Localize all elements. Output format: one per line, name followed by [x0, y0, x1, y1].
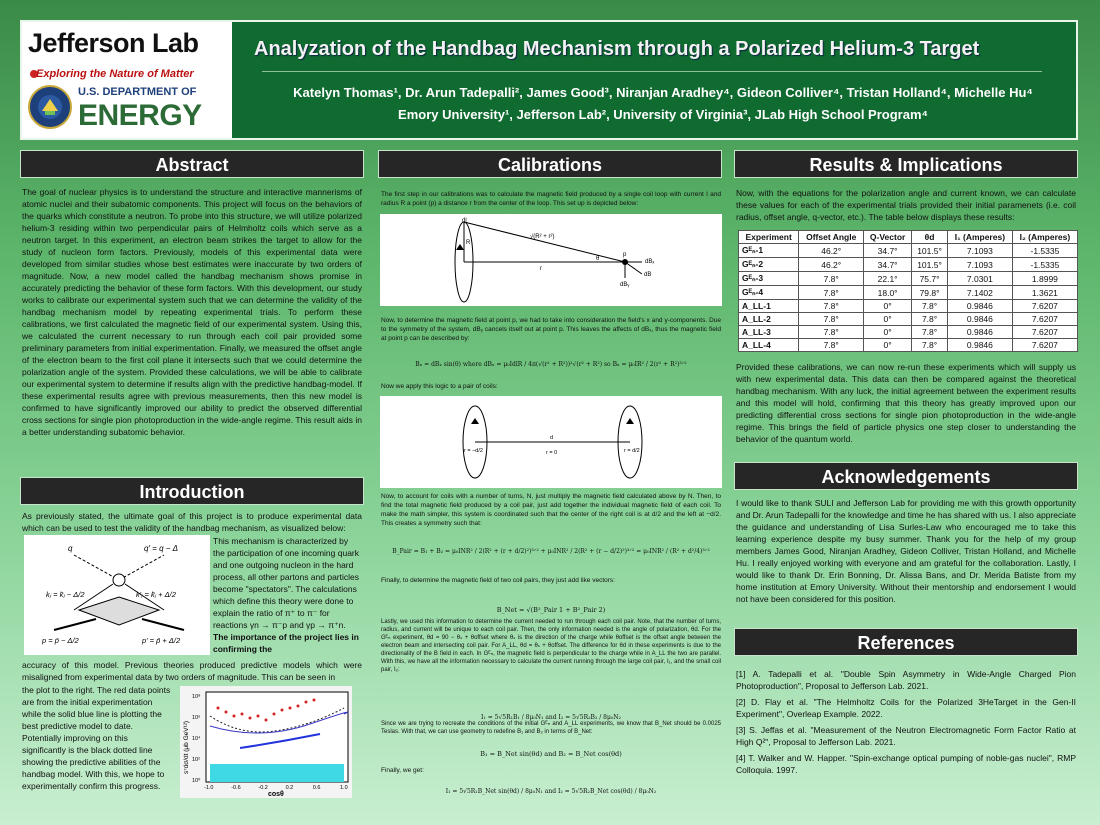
authors-line: Katelyn Thomas¹, Dr. Arun Tadepalli², James Good³, Niranjan Aradhey⁴, Gideon Colliver⁴, Tristan Holland⁴, Michelle Hu⁴: [293, 85, 1033, 100]
table-row: [739, 272, 1078, 286]
label-kj-prime: k′ⱼ = k̄ⱼ + Δ/2: [136, 590, 176, 599]
equation-coil-pair: B_Pair = B₁ + B₂ = μ₀INR² / 2(R² + (r + d/2)²)³ᐟ² + μ₀INR² / 2(R² + (r − d/2)²)³ᐟ² = μ₀INR² / (R² + d²/4)³ᐟ²: [392, 548, 710, 555]
table-cell: 7.8°: [912, 326, 948, 339]
label-dB: dB: [644, 272, 652, 278]
table-cell: 7.6207: [1012, 326, 1077, 339]
table-cell: 7.6207: [1012, 313, 1077, 326]
table-cell: 79.8°: [912, 286, 948, 300]
poster-title: Analyzation of the Handbag Mechanism through a Polarized Helium-3 Target: [254, 38, 980, 60]
table-cell: 46.2°: [799, 244, 864, 258]
label-p: p = p̄ − Δ/2: [42, 636, 79, 645]
table-cell: 0°: [864, 313, 912, 326]
intro-paragraph-1: As previously stated, the ultimate goal of this project is to produce experimental data which can be used to test the validity of the handbag mechanism, as visualized below:: [22, 511, 362, 533]
results-table-body: [739, 244, 1078, 352]
plot-ratio-fill: [210, 764, 344, 782]
dB-vector: [625, 262, 642, 274]
x-tick-label: -0.6: [231, 785, 241, 791]
x-tick-label: 0.6: [312, 785, 321, 791]
hypotenuse-line: [464, 222, 625, 262]
reference-item: [3] S. Jeffas et al. "Measurement of the Neutron Electromagnetic Form Factor Ratio at High Q²", Proposal to Jefferson Lab. 2021.: [736, 725, 1076, 747]
intro-p2-bold: The importance of the project lies in confirming the: [213, 632, 359, 654]
table-cell: 7.1093: [947, 244, 1012, 258]
table-cell: 0.9846: [947, 339, 1012, 352]
table-cell: -1.5335: [1012, 258, 1077, 272]
references-list: [736, 668, 1076, 780]
label-kj: kⱼ = k̄ⱼ − Δ/2: [46, 590, 85, 599]
col-q-vector: Q-Vector: [864, 231, 912, 244]
label-theta: θ: [596, 256, 600, 262]
jlab-tagline: Exploring the Nature of Matter: [36, 68, 194, 80]
title-divider: [262, 71, 1042, 72]
table-cell: 7.8°: [912, 300, 948, 313]
x-tick-label: 1.0: [340, 785, 348, 791]
col-i1: I₁ (Amperes): [947, 231, 1012, 244]
table-row: [739, 286, 1078, 300]
table-cell: 7.8°: [912, 313, 948, 326]
col-experiment: Experiment: [739, 231, 799, 244]
reference-item: [4] T. Walker and W. Happer. "Spin-exchange optical pumping of noble-gas nuclei", RMP Colloquia. 1997.: [736, 753, 1076, 775]
introduction-heading: Introduction: [20, 477, 364, 505]
table-cell: A_LL-2: [739, 313, 799, 326]
table-cell: 0.9846: [947, 313, 1012, 326]
y-tick-label: 10⁶: [192, 715, 201, 721]
acknowledgements-body: I would like to thank SULI and Jefferson Lab for providing me with this growth opportunity and Dr. Arun Tadepalli for the knowledge and time he has shared with us. I also appreciate the guidance and understanding of Lisa Surles-Law who encouraged me to take this learning experience despite my busy summer. Thank you for the help of my group members James Good, Niranjan Aradhey, Gideon Colliver, Tristan Holland, and Michelle Hu. I really enjoyed working with everyone and am grateful for the collaboration. Lastly, I would like to thank Dr. Erin Bonning, Dr. Alissa Bans, and Dr. Merida Batiste from my home institution at Emory University. Without their mentorship and endorsement I would not have been considered for this position.: [736, 498, 1076, 604]
equation-final-currents: I₁ = 5√5R₁B_Net sin(θd) / 8μ₀N₁ and I₂ = 5√5R₂B_Net cos(θd) / 8μ₀N₂: [445, 788, 657, 795]
col-i2: I₂ (Amperes): [1012, 231, 1077, 244]
intro-p2-text: This mechanism is characterized by the participation of one incoming quark and one outgoing nucleon in the hard process, all other partons and particles become "spectators". The calculations which define this theory were done to explain the ratio of π⁺ to π⁻ for reactions γn → π⁻p and γp → π⁺n.: [213, 536, 360, 630]
author-block: [248, 82, 1078, 126]
plot-y-ticks: [192, 693, 201, 784]
intro-paragraph-2: [213, 535, 362, 655]
label-dl: dl: [462, 218, 467, 224]
table-cell: 7.8°: [799, 286, 864, 300]
right-current-arrow: [626, 418, 634, 424]
equation-b-net: B_Net = √(B²_Pair 1 + B²_Pair 2): [496, 606, 606, 614]
col-offset-angle: Offset Angle: [799, 231, 864, 244]
label-r: r: [540, 266, 542, 272]
table-cell: 7.8°: [799, 339, 864, 352]
table-cell: Gᴱₙ-4: [739, 286, 799, 300]
label-dBx: dBₓ: [645, 259, 655, 265]
doe-logo-line2: ENERGY: [78, 99, 202, 132]
table-cell: 7.8°: [799, 313, 864, 326]
x-tick-label: -1.0: [204, 785, 214, 791]
table-cell: 7.0301: [947, 272, 1012, 286]
intro-paragraph-4: the plot to the right. The red data points are from the initial experimentation while the solid blue line is plotting the best predictive model to date. Potentially improving on this significantly is the black dotted line showing the predictive abilities of the handbag model. With this, we hope to experimentally confirm this progress.: [22, 685, 171, 791]
table-cell: 75.7°: [912, 272, 948, 286]
reference-item: [2] D. Flay et al. "The Helmholtz Coils for the Polarized 3HeTarget in the Gen-II Experiment", Overleap Example. 2022.: [736, 697, 1076, 719]
table-cell: 7.8°: [799, 300, 864, 313]
table-cell: 7.6207: [1012, 300, 1077, 313]
label-p-point: p: [623, 252, 627, 258]
table-row: [739, 339, 1078, 352]
table-row: [739, 313, 1078, 326]
doe-seal-icon: [28, 85, 72, 129]
doe-logo-line1: U.S. DEPARTMENT OF: [78, 86, 197, 98]
table-cell: 34.7°: [864, 258, 912, 272]
label-center-pos: r = 0: [546, 450, 558, 456]
label-hyp: √(R² + r²): [530, 234, 555, 240]
intro-paragraph-3: accuracy of this model. Previous theories produced predictive models which were misaligned from experimental data by two orders of magnitude. This can be seen in: [22, 660, 362, 682]
current-arrow-up: [456, 244, 464, 250]
table-cell: 7.1402: [947, 286, 1012, 300]
results-table: [738, 230, 1078, 352]
calib-paragraph-6: Lastly, we used this information to determine the current needed to run through each coil pair. Note, that the number of turns, radius, and current will be unique to each coil pair. Then, the only information needed is the angle of polarization, θd. For the Gᴱₙ experiment, θd = 90 − θₛ + θoffset where θₛ is the direction of the charge while θoffset is the offset angle between the electron beam and intersecting coil pair. For A_LL, θd = θₛ + θoffset. The difference for θd in these experiments is due to the directionality of the B field in each. In Gᴱₙ, the magnetic field is perpendicular to the charge while in A_LL the two are parallel. With this, we have all the information necessary to calculate the current running through the large coil pair, I₁, and the small coil pair, I₂:: [381, 619, 721, 673]
x-tick-label: 0.2: [285, 785, 294, 791]
table-cell: 34.7°: [864, 244, 912, 258]
table-row: [739, 326, 1078, 339]
reference-item: [1] A. Tadepalli et al. "Double Spin Asymmetry in Wide-Angle Charged Pion Photoproduction", Proposal to Jefferson Lab. 2021.: [736, 669, 1076, 691]
plot-x-label: cosθ: [268, 791, 284, 798]
y-tick-label: 10⁴: [192, 736, 201, 742]
results-paragraph-1: Now, with the equations for the polarization angle and current known, we can calculate these values for each of the experimental trials provided their initial paramenets (i.e. coil radius, offset angle, q-vector, etc.). The table below displays these results:: [736, 188, 1076, 222]
table-header-row: [739, 231, 1078, 244]
calib-paragraph-4: Now, to account for coils with a number of turns, N, just multiply the magnetic field calculated above by N. Then, to find the total magnetic field produced by a coil pair, just add together the individual magnetic field of each coil. To make the math simpler, this system is coordinated such that the center of the right coil is at d/2 and the left at −d/2. This creates a symmetry such that:: [381, 493, 721, 527]
abstract-body: The goal of nuclear physics is to understand the structure and interactive mannerisms of atomic nuclei and their subatomic components. This project will focus on the behaviors of the quarks which constitute a neutron. To probe into this structure, we will utilize polarized helium-3 residing within two perpendicular pairs of Helmholtz coils which serve as a neutron target. In this experiment, an electron beam strikes the target to allow for the study of nucleon form factors. Previously, models of this experimental data were developed from similar studies whose best estimates were inaccurate by two orders of magnitude. Now, a new model called the handbag mechanism shows promise in accurately predicting the behavior of these form factors. With this development, our study works to calibrate our experimental system such that we can determine the validity of the handbag mechanism model by repeating experimental trials. To perform these calibrations, we first calculated the magnetic field of our experimental system. Using this, we calculated the current necessary to run through each coil pair provided some preliminary parameters from initial experimentation. Finally, we measured the offset angle of the electron beam to the first coil plane it intersects such that we could determine the polarization angle of the system. Provided these calculations, we will be able to calibrate our experimental system to determine if results align with the predictive handbag-model. If these experimental results agree with previous measurements, then this new model is confirmed to have significantly improved our ability to predict the observed differential cross sections for single pion photoproduction in the wide-angle regime. This result aids in a better understanding subatomic behavior.: [22, 187, 362, 437]
table-cell: 1.8999: [1012, 272, 1077, 286]
logo-panel: [22, 22, 232, 138]
label-R: R: [466, 240, 471, 246]
table-cell: A_LL-3: [739, 326, 799, 339]
results-heading: Results & Implications: [734, 150, 1078, 178]
single-coil-diagram: [380, 214, 722, 306]
table-cell: 22.1°: [864, 272, 912, 286]
table-cell: A_LL-4: [739, 339, 799, 352]
y-tick-label: 10⁸: [192, 694, 201, 700]
table-cell: 46.2°: [799, 258, 864, 272]
results-paragraph-2: Provided these calibrations, we can now re-run these experiments which will supply us with new experimental data. This data can then be compared against the theoretical handbag mechanism. With any luck, the initial agreement between the experiment results and this model will hold, confirming that this theory has greatly improved upon our predicting differential cross sections for single pion photoproduction in the wide-angle regime. This brings the field of particle physics one step closer to understanding the behavior of the quantum world.: [736, 362, 1076, 444]
table-row: [739, 244, 1078, 258]
cross-section-plot: [180, 686, 352, 798]
label-dBy: dBᵧ: [620, 282, 630, 288]
label-q-prime: q′ = q − Δ: [144, 544, 178, 553]
calib-paragraph-2: Now, to determine the magnetic field at point p, we had to take into consideration the field's x and y-components. Due to the symmetry of the system, dBᵧ cancels itself out at point p. This leaves the affects of dBₓ, thus the magnetic field at point p can be described by:: [381, 317, 721, 342]
table-row: [739, 258, 1078, 272]
jefferson-lab-logo: Jefferson Lab: [28, 28, 199, 58]
table-row: [739, 300, 1078, 313]
table-cell: 1.3621: [1012, 286, 1077, 300]
table-cell: 7.8°: [799, 326, 864, 339]
y-tick-label: 10²: [192, 757, 200, 763]
nucleon-out-line: [142, 619, 184, 630]
label-left-pos: r = −d/2: [464, 448, 483, 454]
photon-in-line: [74, 555, 119, 580]
table-cell: 0°: [864, 326, 912, 339]
calib-paragraph-5: Finally, to determine the magnetic field of two coil pairs, they just add like vectors:: [381, 577, 615, 584]
plot-y-label: s⁷dσ/dt (μb GeV¹²): [183, 720, 190, 774]
table-cell: 0.9846: [947, 300, 1012, 313]
affiliations-line: Emory University¹, Jefferson Lab², University of Virginia³, JLab High School Program⁴: [398, 107, 928, 122]
equation-single-coil: Bₓ = dBₓ sin(θ) where dBₓ = μ₀IdlR / 4π(√(r² + R²))²√(r² + R²) so Bₓ = μ₀IR² / 2(r² + R²)³ᐟ²: [415, 361, 687, 368]
calib-paragraph-1: The first step in our calibrations was to calculate the magnetic field produced by a single coil loop with current I and radius R a point (p) a distance r from the center of the loop. This set up is depicted below:: [381, 191, 721, 207]
label-q: q: [68, 544, 73, 553]
equation-b-components: B₁ = B_Net sin(θd) and B₂ = B_Net cos(θd): [480, 750, 622, 758]
table-cell: 18.0°: [864, 286, 912, 300]
table-cell: Gᴱₙ-3: [739, 272, 799, 286]
table-cell: -1.5335: [1012, 244, 1077, 258]
table-cell: A_LL-1: [739, 300, 799, 313]
label-right-pos: r = d/2: [624, 448, 640, 454]
label-p-prime: p′ = p̄ + Δ/2: [142, 636, 181, 645]
label-d: d: [550, 435, 554, 441]
nucleon-in-line: [54, 619, 96, 630]
photon-out-line: [119, 555, 164, 580]
table-cell: 0°: [864, 339, 912, 352]
calib-paragraph-3: Now we apply this logic to a pair of coils:: [381, 383, 498, 390]
table-cell: Gᴱₙ-2: [739, 258, 799, 272]
table-cell: 101.5°: [912, 258, 948, 272]
poster-header: [20, 20, 1078, 140]
handbag-diagram: [24, 535, 210, 655]
table-cell: 101.5°: [912, 244, 948, 258]
equation-currents: I₁ = 5√5R₁B₁ / 8μ₀N₁ and I₂ = 5√5R₂B₂ / 8μ₀N₂: [481, 714, 621, 721]
table-cell: 7.8°: [912, 339, 948, 352]
abstract-heading: Abstract: [20, 150, 364, 178]
references-heading: References: [734, 628, 1078, 656]
table-cell: Gᴱₙ-1: [739, 244, 799, 258]
table-cell: 7.8°: [799, 272, 864, 286]
calib-paragraph-7: Since we are trying to recreate the conditions of the initial Gᴱₙ and A_LL experiments, we know that B_Net should be 0.0025 Teslas. With that, we can use geometry to redefine B₁ and B₂ in terms of B_Net:: [381, 721, 721, 735]
calibrations-heading: Calibrations: [378, 150, 722, 178]
calib-paragraph-8: Finally, we get:: [381, 767, 424, 774]
y-tick-label: 10⁰: [192, 778, 201, 784]
coil-pair-diagram: [380, 396, 722, 488]
col-theta-d: θd: [912, 231, 948, 244]
table-cell: 7.6207: [1012, 339, 1077, 352]
left-current-arrow: [471, 418, 479, 424]
table-cell: 0.9846: [947, 326, 1012, 339]
table-cell: 0°: [864, 300, 912, 313]
table-cell: 7.1093: [947, 258, 1012, 272]
acknowledgements-heading: Acknowledgements: [734, 462, 1078, 490]
x-tick-label: -0.2: [258, 785, 268, 791]
hard-vertex: [113, 574, 125, 586]
